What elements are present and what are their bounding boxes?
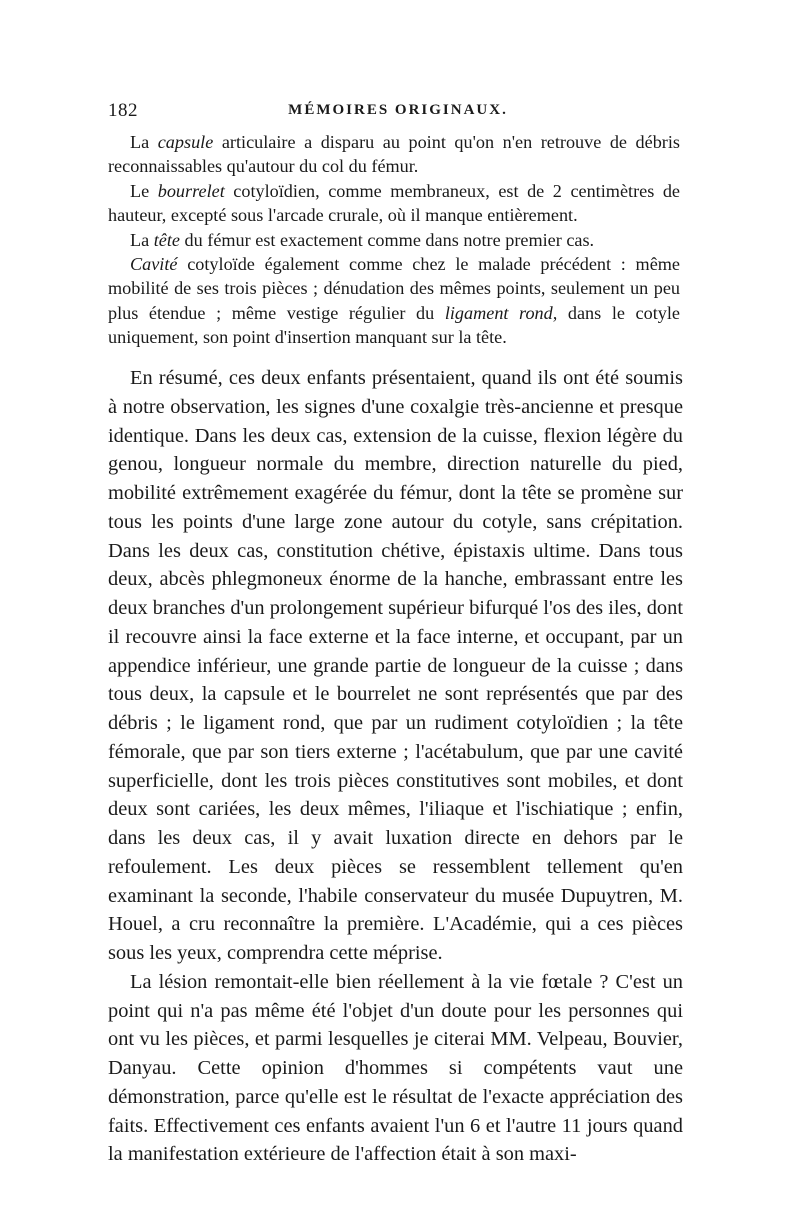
text-run: La — [130, 132, 158, 152]
paragraph-tete — [108, 228, 680, 252]
page-header — [108, 100, 688, 124]
paragraph-bourrelet — [108, 179, 680, 228]
main-text-section — [108, 364, 683, 1169]
text-run: du fémur est exactement comme dans notre premier cas. — [180, 229, 595, 250]
italic-term: tête — [153, 229, 180, 250]
small-print-section — [108, 130, 680, 350]
running-title: MÉMOIRES ORIGINAUX. — [288, 102, 508, 118]
paragraph-cavite — [108, 252, 680, 350]
paragraph-lesion: La lésion remontait-elle bien réellement à la vie fœtale ? C'est un point qui n'a pas même été l'objet d'un doute pour les personnes qui ont vu les pièces, et parmi lesquelles je citerai MM. Velpeau, Bouvier, Danyau. Cette opinion d'hommes si compétents vaut une démonstration, parce qu'elle est le résultat de l'exacte appréciation des faits. Effectivement ces enfants avaient l'un 6 et l'autre 11 jours quand la manifestation extérieure de l'affection était à son maxi- — [108, 970, 683, 1166]
italic-term: capsule — [157, 132, 214, 152]
text-run: cotyloïdien, comme membraneux, est de 2 centimètres de hauteur, excepté sous l'arcade crurale, où il manque entièrement. — [108, 180, 680, 226]
text-run: cotyloïde également comme chez le malade précédent : même mobilité de ses trois pièces ; dénudation des mêmes points, seulement un peu plus étendue ; même vestige régulier du — [108, 254, 680, 323]
paragraph-resume: En résumé, ces deux enfants présentaient, quand ils ont été soumis à notre observation, les signes d'une coxalgie très-ancienne et presque identique. Dans les deux cas, extension de la cuisse, flexion légère du genou, longueur normale du membre, direction naturelle du pied, mobilité extrêmement exagérée du fémur, dont la tête se promène sur tous les points d'une large zone autour du cotyle, sans crépitation. Dans les deux cas, constitution chétive, épistaxis ultime. Dans tous deux, abcès phlegmoneux énorme de la hanche, embrassant entre les deux branches d'un prolongement supérieur bifurqué l'os des iles, dont il recouvre ainsi la face externe et la face interne, et occupant, par un appendice inférieur, une grande partie de longueur de la cuisse ; dans tous deux, la capsule et le bourrelet ne sont représentés que par des débris ; le ligament rond, que par un rudiment cotyloïdien ; la tête fémorale, que par son tiers externe ; l'acétabulum, que par une cavité superficielle, dont les trois pièces constitutives sont mobiles, et dont deux sont cariées, les deux mêmes, l'iliaque et l'ischiatique ; enfin, dans les deux cas, il y avait luxation directe en dehors par le refoulement. Les deux pièces se ressemblent tellement qu'en examinant la seconde, l'habile conservateur du musée Dupuytren, M. Houel, a cru reconnaître la première. L'Académie, qui a ces pièces sous les yeux, comprendra cette méprise. — [108, 367, 683, 964]
italic-term: bourrelet — [157, 180, 225, 201]
text-run: dans le cotyle uniquement, son point d'insertion manquant sur la tête. — [108, 302, 680, 348]
page-number: 182 — [108, 100, 138, 121]
italic-term: Cavité — [130, 254, 178, 275]
text-run: La — [130, 229, 154, 250]
text-run: Le — [130, 180, 158, 201]
italic-term: ligament rond, — [444, 302, 558, 323]
text-run: articulaire a disparu au point qu'on n'en retrouve de débris reconnaissables qu'autour du col du fémur. — [108, 132, 680, 177]
paragraph-capsule — [108, 130, 680, 179]
